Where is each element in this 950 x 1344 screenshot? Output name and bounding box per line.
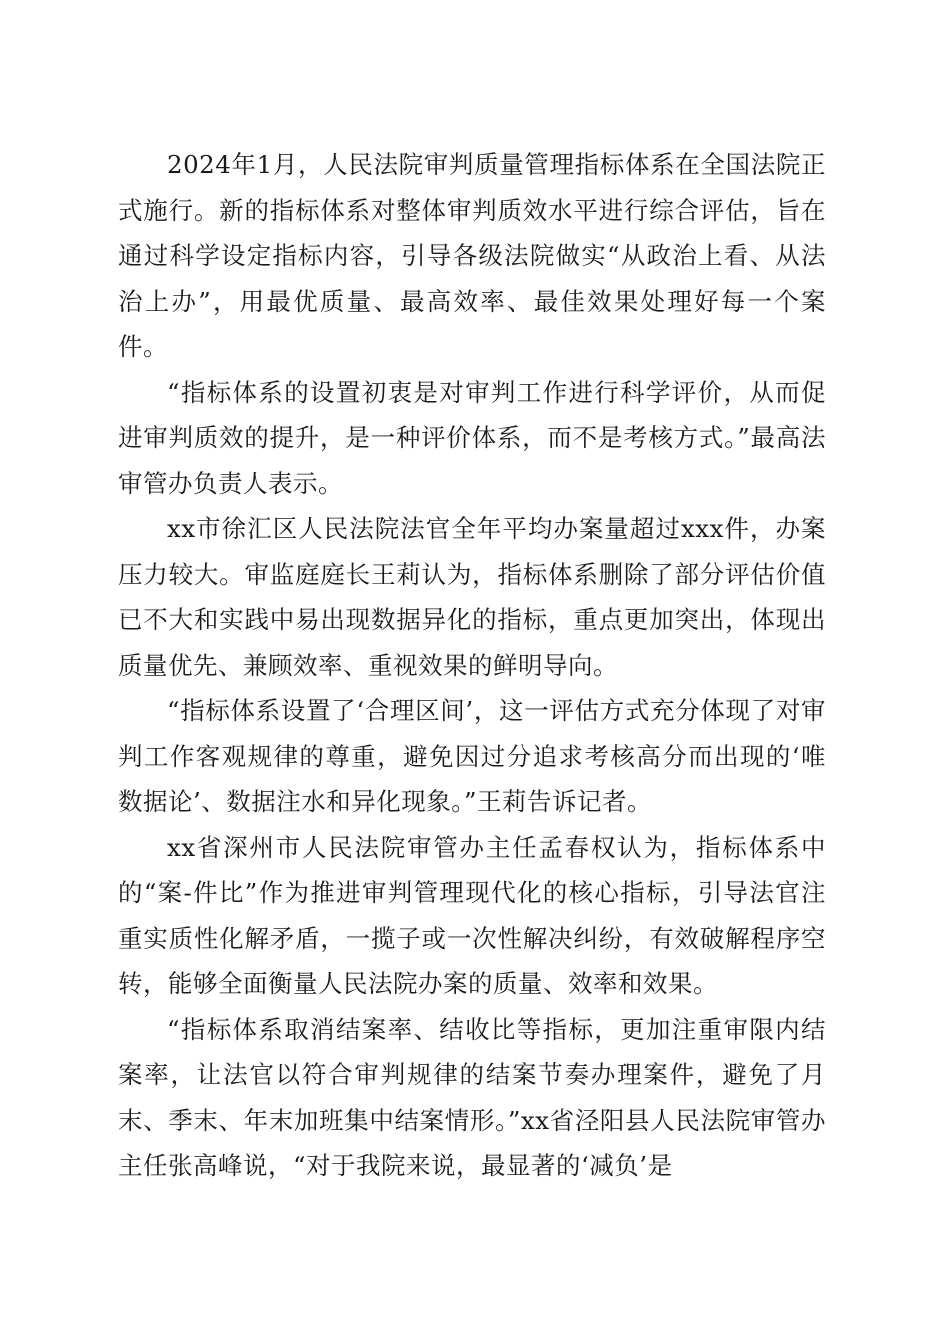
paragraph-1: 2024年1月，人民法院审判质量管理指标体系在全国法院正式施行。新的指标体系对整体审判质效水平进行综合评估，旨在通过科学设定指标内容，引导各级法院做实“从政治上看、从法治上办”，用最优质量、最高效率、最佳效果处理好每一个案件。 xyxy=(118,150,826,361)
paragraph-5: xx省深州市人民法院审管办主任孟春权认为，指标体系中的“案-件比”作为推进审判管理现代化的核心指标，引导法官注重实质性化解矛盾，一揽子或一次性解决纠纷，有效破解程序空转，能够全面衡量人民法院办案的质量、效率和效果。 xyxy=(118,832,826,998)
paragraph-6: “指标体系取消结案率、结收比等指标，更加注重审限内结案率，让法官以符合审判规律的结案节奏办理案件，避免了月末、季末、年末加班集中结案情形。”xx省泾阳县人民法院审管办主任张高峰说，“对于我院来说，最显著的‘减负’是 xyxy=(118,1014,826,1180)
paragraph-3: xx市徐汇区人民法院法官全年平均办案量超过xxx件，办案压力较大。审监庭庭长王莉认为，指标体系删除了部分评估价值已不大和实践中易出现数据异化的指标，重点更加突出，体现出质量优先、兼顾效率、重视效果的鲜明导向。 xyxy=(118,514,826,680)
article-body xyxy=(118,142,826,1189)
paragraph-4: “指标体系设置了‘合理区间’，这一评估方式充分体现了对审判工作客观规律的尊重，避免因过分追求考核高分而出现的‘唯数据论’、数据注水和异化现象。”王莉告诉记者。 xyxy=(118,696,826,816)
paragraph-2: “指标体系的设置初衷是对审判工作进行科学评价，从而促进审判质效的提升，是一种评价体系，而不是考核方式。”最高法审管办负责人表示。 xyxy=(118,377,826,498)
